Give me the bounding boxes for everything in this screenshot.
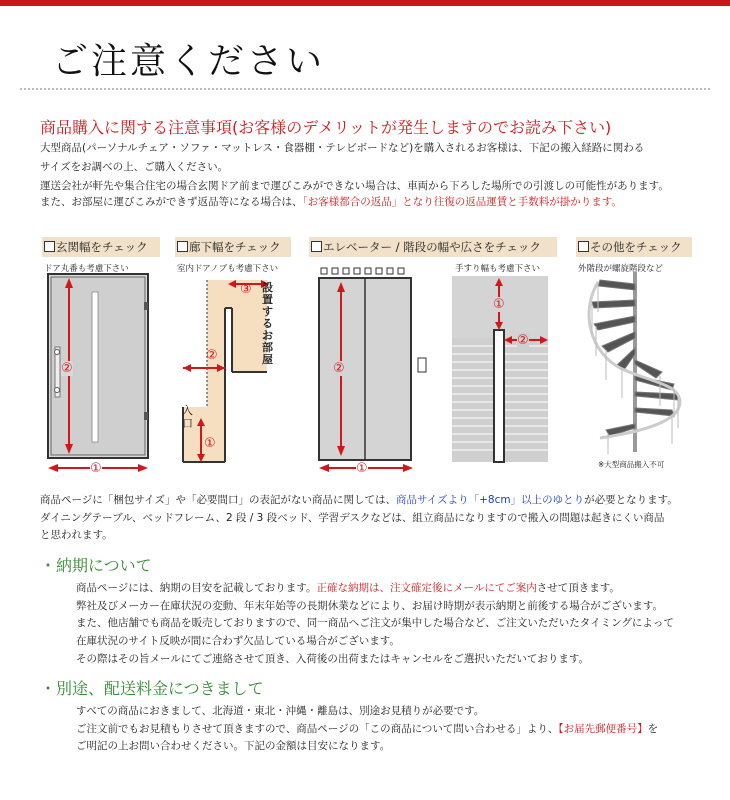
delivery-line-2: 弊社及びメーカー在庫状況の変動、年末年始等の長期休業などにより、お届け時期が表示納期と前後する場合がございます。 — [76, 600, 663, 612]
stairs-width-marker: ② — [517, 333, 529, 348]
shipping-line-1: すべての商品におきまして、北海道・東北・沖縄・離島は、別途お見積りが必要です。 — [76, 705, 485, 717]
room-label: 設置するお部屋 — [262, 281, 273, 366]
hallway-room-door-marker: ③ — [240, 282, 252, 297]
spiral-stair-figure — [580, 272, 690, 457]
checkbox-icon — [578, 241, 589, 252]
entrance-caption: ドア丸番も考慮下さい — [44, 264, 129, 274]
check-hallway-label: 廊下幅をチェック — [189, 240, 281, 254]
delivery-line-5: その際はその旨メールにてご連絡させて頂き、入荷後の出荷またはキャンセルをご選択いただいております。 — [76, 653, 590, 665]
checkbox-icon — [311, 241, 322, 252]
check-elevator-label: エレベーター / 階段の幅や広さをチェック — [323, 240, 541, 254]
size-note-line-2: ダイニングテーブル、ベッドフレーム、2 段 / 3 段ベッド、学習デスクなどは、組立商品になりますので搬入の問題は起きにくい商品 — [40, 512, 665, 524]
entrance-label: 入口 — [182, 404, 193, 430]
no-large-item-note: ※大型商品搬入不可 — [598, 460, 665, 469]
shipping-line-3: ご明記の上お問い合わせください。下記の金額は目安になります。 — [76, 740, 391, 752]
delivery-line-1-text: 商品ページには、納期の目安を記載しております。 — [76, 582, 317, 594]
delivery-line-1 — [76, 579, 620, 598]
delivery-line-1-end: させて頂きます。 — [536, 582, 620, 594]
intro-line-3: 運送会社が軒先や集合住宅の場合玄関ドア前まで運びこみができない場合は、車両から下ろした場所での引渡しの可能性があります。 — [40, 180, 669, 192]
intro-line-2: サイズをお調べの上、ご購入ください。 — [40, 161, 229, 173]
check-entrance — [42, 237, 160, 257]
hallway-caption: 室内ドアノブも考慮下さい — [177, 264, 279, 274]
intro-line-4-text: また、お部屋に運びこみができず返品等になる場合は、 — [40, 196, 303, 208]
postal-code-highlight: 【お届先郵便番号】 — [558, 723, 648, 735]
checkbox-icon — [177, 241, 188, 252]
size-note-text: 商品ページに「梱包サイズ」や「必要間口」の表記がない商品に関しては、 — [40, 494, 396, 506]
top-accent-bar — [0, 0, 730, 6]
hallway-door-marker: ① — [204, 436, 216, 451]
intro-line-4 — [40, 193, 622, 212]
hallway-width-marker: ② — [206, 348, 218, 363]
elevator-caption: 手すり幅も考慮下さい — [455, 264, 541, 274]
size-margin-highlight: 商品サイズより「+8cm」以上のゆとり — [395, 494, 585, 506]
elevator-height-marker: ② — [333, 361, 345, 376]
shipping-heading: ・別途、配送料金につきまして — [40, 679, 264, 698]
size-note-text-end: が必要となります。 — [584, 494, 678, 506]
shipping-line-2-end: を — [647, 723, 659, 735]
check-entrance-label: 玄関幅をチェック — [56, 240, 148, 254]
notice-heading: 商品購入に関する注意事項(お客様のデメリットが発生しますのでお読み下さい) — [40, 118, 612, 137]
delivery-exact-date-note: 正確な納期は、注文確定後にメールにてご案内 — [316, 582, 537, 594]
delivery-heading: ・納期について — [40, 556, 152, 575]
check-other — [576, 237, 692, 257]
check-other-label: その他をチェック — [590, 240, 682, 254]
stairs-height-marker: ① — [493, 297, 505, 312]
delivery-line-3: また、他店舗でも商品を販売しておりますので、同一商品へご注文が集中した場合など、ご注文いただいたタイミングによって — [76, 617, 674, 629]
size-note-line-3: と思われます。 — [40, 529, 113, 541]
checkbox-icon — [44, 241, 55, 252]
shipping-line-2-text: ご注文前でもお見積もりさせて頂きますので、商品ページの「この商品について問い合わせる」より、 — [76, 723, 559, 735]
title-divider — [20, 88, 710, 90]
hallway-figure — [177, 272, 292, 467]
page-title: ご注意ください — [52, 41, 326, 82]
elevator-width-marker: ① — [356, 461, 368, 476]
delivery-line-4: 在庫状況のサイト反映が間に合わず欠品している場合がございます。 — [76, 635, 400, 647]
size-note-line-1 — [40, 491, 678, 510]
door-height-marker: ② — [61, 361, 73, 376]
check-hallway — [175, 237, 291, 257]
other-caption: 外階段が螺旋階段など — [578, 264, 664, 274]
check-elevator — [309, 237, 557, 257]
intro-line-1: 大型商品(パーソナルチェア・ソファ・マットレス・食器棚・テレビボードなど)を購入されるお客様は、下記の搬入経路に関わる — [40, 142, 645, 154]
return-fee-warning: 「お客様都合の返品」となり往復の返品運賃と手数料が掛かります。 — [302, 196, 622, 208]
door-width-marker: ① — [90, 461, 102, 476]
